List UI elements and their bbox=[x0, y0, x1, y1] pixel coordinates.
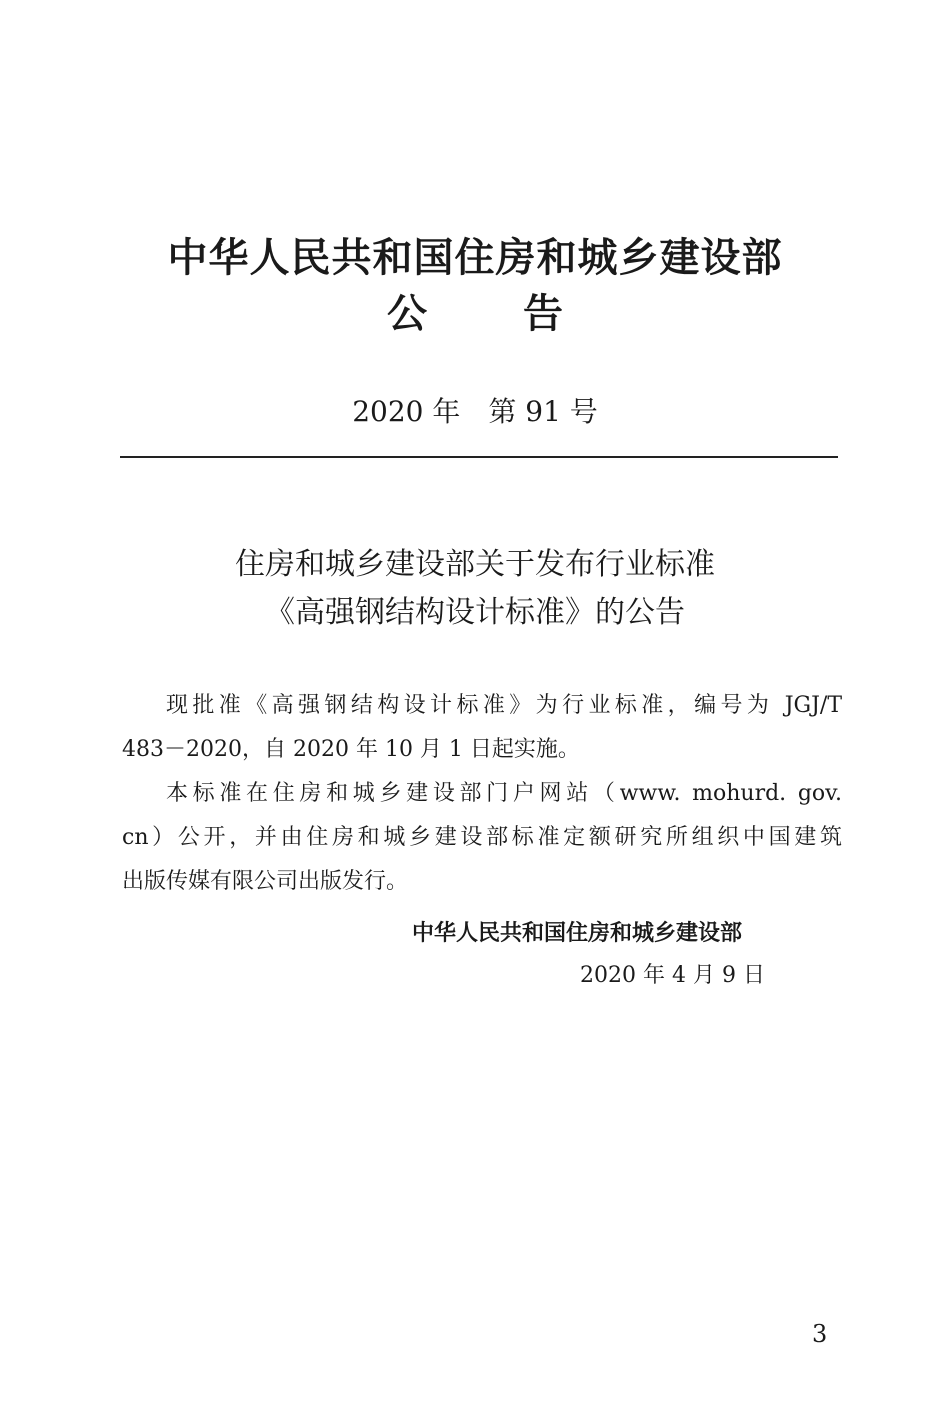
ministry-title: 中华人民共和国住房和城乡建设部 bbox=[167, 235, 783, 281]
header-divider bbox=[120, 456, 838, 458]
paragraph-2-line-3: 出版传媒有限公司出版发行。 bbox=[122, 869, 409, 894]
subject-line-2: 《高强钢结构设计标准》的公告 bbox=[265, 595, 685, 630]
page-number: 3 bbox=[812, 1320, 828, 1348]
issuer-signature: 中华人民共和国住房和城乡建设部 bbox=[412, 921, 743, 946]
issue-date: 2020 年 4 月 9 日 bbox=[580, 963, 765, 988]
issue-number: 2020 年 第 91 号 bbox=[352, 395, 598, 428]
notice-title: 公告 bbox=[387, 291, 659, 337]
paragraph-2-line-1: 本标准在住房和城乡建设部门户网站（www. mohurd. gov. bbox=[166, 781, 842, 806]
paragraph-1-line-1: 现批准《高强钢结构设计标准》为行业标准，编号为 JGJ/T bbox=[166, 693, 842, 718]
paragraph-2-line-2: cn）公开，并由住房和城乡建设部标准定额研究所组织中国建筑 bbox=[122, 825, 842, 850]
paragraph-1-line-2: 483－2020，自 2020 年 10 月 1 日起实施。 bbox=[122, 737, 580, 762]
subject-line-1: 住房和城乡建设部关于发布行业标准 bbox=[235, 547, 715, 582]
